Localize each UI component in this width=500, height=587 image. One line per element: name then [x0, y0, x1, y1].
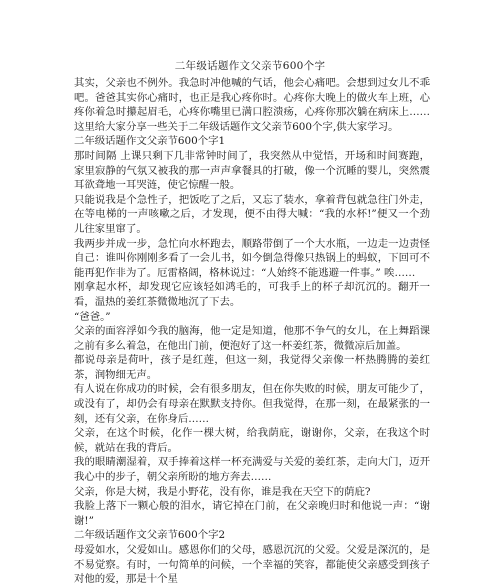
paragraph: 父亲，你是大树，我是小野花，没有你，谁是我在天空下的荫庇? [74, 485, 371, 498]
paragraph: 父亲，在这个时候，化作一棵大树，给我荫庇，谢谢你，父亲，在我这个时候，就站在我的背后。 [74, 427, 430, 454]
section-heading: 二年级话题作文父亲节600个字2 [74, 529, 226, 542]
paragraph: 都说母亲是荷叶，孩子是红莲，但这一刻，我觉得父亲像一杯热腾腾的姜红茶，润物细无声。 [74, 354, 430, 381]
paragraph: 刚拿起水杯，却发现它应该轻如鸿毛的，可我手上的杯子却沉沉的。翻开一看，温热的姜红茶微微地沉了下去。 [74, 281, 430, 308]
paragraph: 只能说我是个急性子，把饭吃了之后，又忘了装水，拿着背包就急往门外走，在等电梯的一声咳嗽之后，才发现，便不由得大喊：“我的水杯!”便又一个劲儿往家里窜了。 [74, 193, 430, 235]
paragraph: 我脸上落下一颗心般的泪水，请它掉在门前，在父亲晚归时和他说一声：“谢谢!” [74, 500, 430, 527]
document-title: 二年级话题作文父亲节600个字 [174, 60, 326, 72]
section-heading: 二年级话题作文父亲节600个字1 [74, 135, 226, 148]
paragraph: 其实，父亲也不例外。我急时冲他喊的气话，他会心痛吧。会想到过女儿不乖吧。爸爸其实你心痛时，也正是我心疼你时。心疼你大晚上的做火车上班，心疼你着急时攥起眉毛，心疼你嘴里已满口腔溃疡，心疼你那次躺在病床上……这里给大家分享一些关于二年级话题作文父亲节600个字,供大家学习。 [74, 77, 430, 133]
paragraph: 我的眼睛潮湿着，双手捧着这样一杯充满爱与关爱的姜红茶，走向大门，迈开我心中的步子，朝父亲所盼的地方奔去…… [74, 456, 430, 484]
paragraph: 我两步并成一步，急忙向水杯跑去，顺路带倒了一个大水瓶，一边走一边责怪自己：谁叫你刚刚多看了一会儿书，如今倒急得像只热锅上的蚂蚁，下回可不能再犯作非为了。厄雷格阔，格林说过：“人始终不能逃避一件事。” 唉…… [74, 237, 430, 279]
paragraph: “爸爸。” [74, 310, 111, 323]
paragraph: 有人说在你成功的时候，会有很多朋友，但在你失败的时候，朋友可能少了，或没有了，却仍会有母亲在默默支持你。但我觉得，在那一刻，在最紧张的一刻，还有父亲，在你身后…… [74, 383, 430, 425]
paragraph: 父亲的面容浮如今我的脑海，他一定是知道，他那不争气的女儿，在上舞蹈课之前有多么着急，在他出门前，便泡好了这一杯姜红茶，微微凉后加盖。 [74, 325, 430, 352]
paragraph: 母爱如水，父爱如山。感恩你们的父母，感恩沉沉的父爱。父爱是深沉的，是不易觉察。有时，一句简单的问候，一个幸福的笑容，都能使父亲感受到孩子对他的爱，那是十个星 [74, 544, 430, 586]
document-body [74, 76, 430, 587]
paragraph: 那时间隔 上课只剩下几非常钟时间了，我突然从中觉悟，开场和时间赛跑，家里寂静的气氛又被我的那一声声拿餐具的打破，像一个沉睡的婴儿，突然震耳欲聋地一耳哭涟，使它惊醒一般。 [74, 149, 430, 192]
